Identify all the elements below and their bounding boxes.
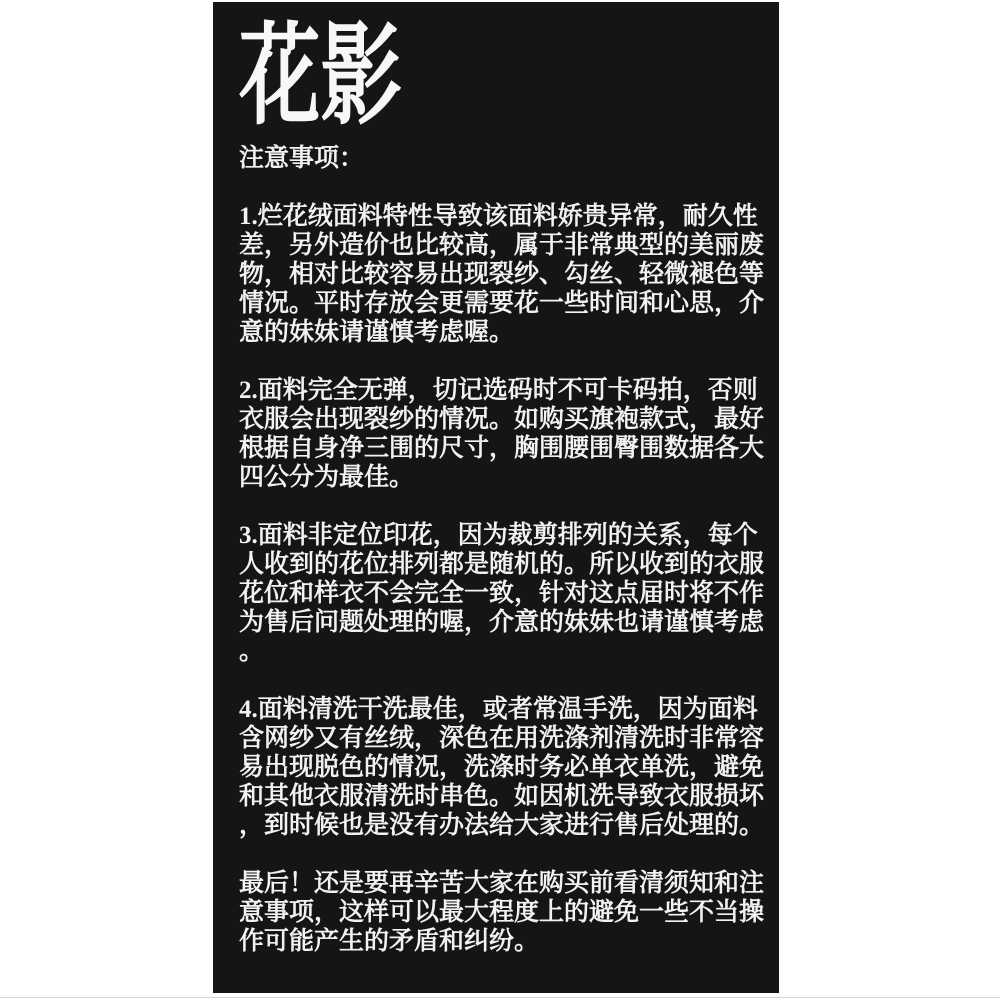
poster-title: 花影 xyxy=(239,16,402,138)
note-paragraph-1: 1.烂花绒面料特性导致该面料娇贵异常，耐久性差，另外造价也比较高，属于非常典型的美丽废物，相对比较容易出现裂纱、勾丝、轻微褪色等情况。平时存放会更需要花一些时间和心思，介意的妹妹请谨慎考虑喔。 xyxy=(239,203,765,346)
poster-panel xyxy=(213,2,779,993)
note-paragraph-5: 最后！还是要再辛苦大家在购买前看清须知和注意事项，这样可以最大程度上的避免一些不当操作可能产生的矛盾和纠纷。 xyxy=(239,870,765,955)
note-paragraph-4: 4.面料清洗干洗最佳，或者常温手洗，因为面料含网纱又有丝绒，深色在用洗涤剂清洗时非常容易出现脱色的情况，洗涤时务必单衣单洗，避免和其他衣服清洗时串色。如因机洗导致衣服损坏，到时候也是没有办法给大家进行售后处理的。 xyxy=(239,696,765,839)
note-paragraph-3: 3.面料非定位印花，因为裁剪排列的关系，每个人收到的花位排列都是随机的。所以收到的衣服花位和样衣不会完全一致，针对这点届时将不作为售后问题处理的喔，介意的妹妹也请谨慎考虑。 xyxy=(239,522,765,665)
notes-heading: 注意事项： xyxy=(239,145,365,172)
note-paragraph-2: 2.面料完全无弹，切记选码时不可卡码拍，否则衣服会出现裂纱的情况。如购买旗袍款式，最好根据自身净三围的尺寸，胸围腰围臀围数据各大四公分为最佳。 xyxy=(239,377,765,491)
bottom-edge-divider xyxy=(0,997,1000,998)
